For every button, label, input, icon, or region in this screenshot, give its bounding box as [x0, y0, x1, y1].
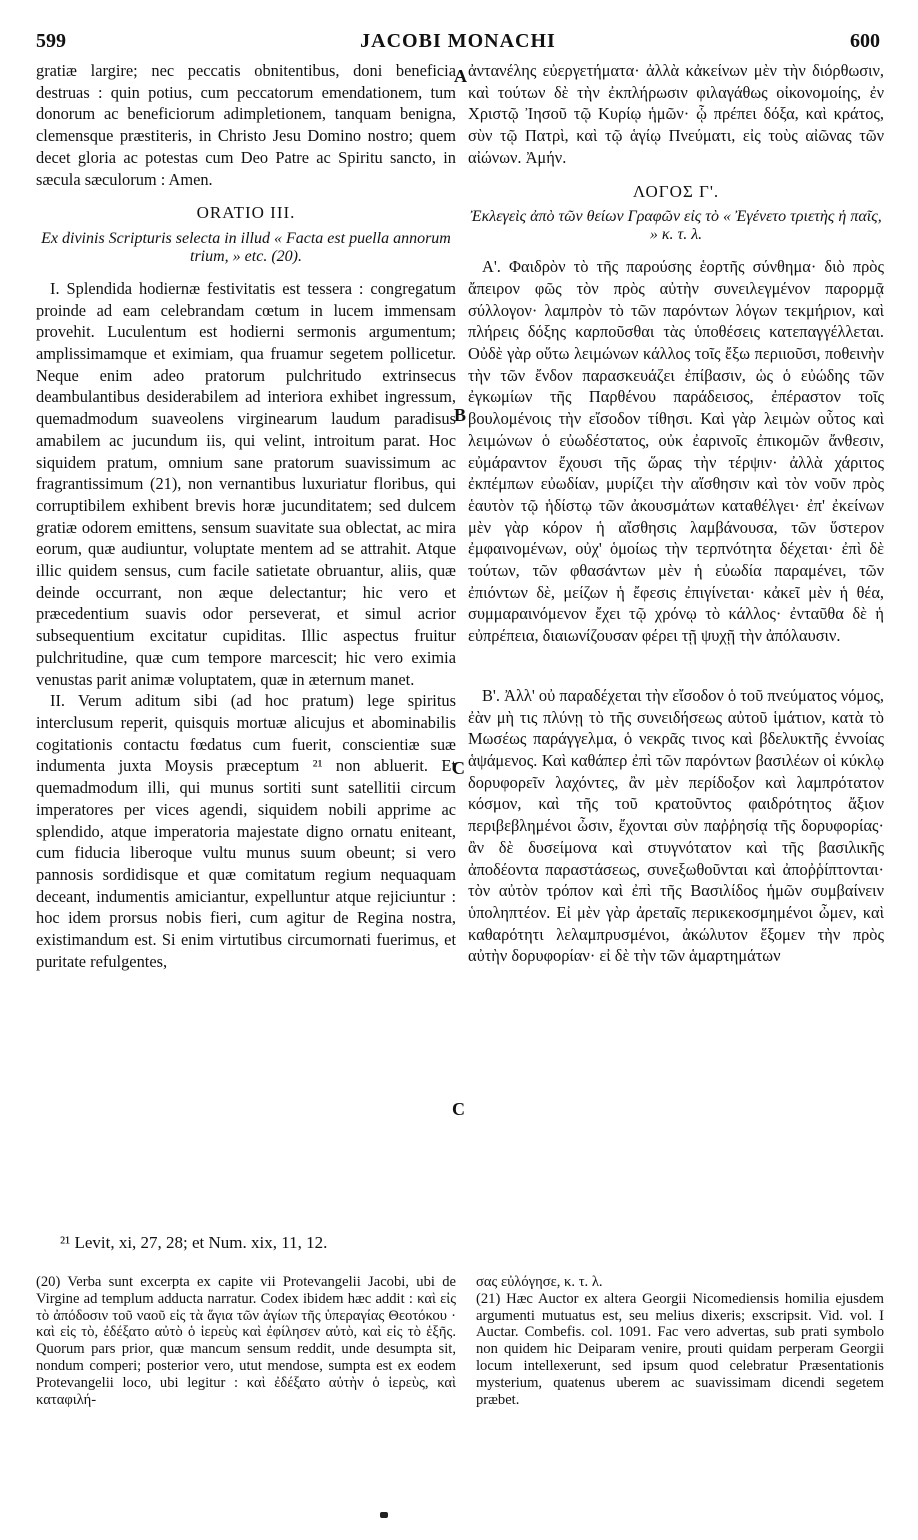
endnote-21: σας εὐλόγησε, κ. τ. λ. (21) Hæc Auctor ex altera Georgii Nicomediensis homilia ejusdem argumenti mutuatus est, seu melius dixeris; exscripsit. Vid. vol. I Auctar. Combefis. col. 1091. Fac vero advertas, sub prati symbolo non quidem hic Deiparam venire, prouti quidam perperam Georgii locum intellexerunt, sed ipsum quod celebratur Præsentationis mysterium, quatenus uberem ac suavissimam dicendi segetem præbet.	[476, 1274, 884, 1408]
endnote-20: (20) Verba sunt excerpta ex capite vii Protevangelii Jacobi, ubi de Virgine ad templum adducta narratur. Codex ibidem hæc addit : καὶ εἰς τὸ ἀπόδοσιν τοῦ ναοῦ εἰς τὰ ἅγια τῶν ἁγίων τῆς ὑπεραγίας Θεοτόκου · καὶ εἰς τὸ, ἐδέξατο αὐτὸ ὁ ἱερεὺς καὶ ἐφίλησεν αὐτὸ, καὶ εἰς τὸ ἑξῆς. Quorum pars prior, quæ mancum sensum reddit, unde desumpta sit, nondum comperi; posterior vero, utut mendose, sumpta est ex eodem Protevangelii loco, ubi legitur : καὶ ἐδέξατο αὐτὴν ὁ ἱερεὺς, καὶ καταφιλή-	[36, 1274, 456, 1408]
page-number-right: 600	[850, 30, 880, 52]
page-number-left: 599	[36, 30, 66, 52]
greek-paragraph-1: Α'. Φαιδρὸν τὸ τῆς παρούσης ἑορτῆς σύνθημα· διὸ πρὸς ἄπειρον φῶς τὸν πρὸς αὐτὴν συνειλεγμένον παρορμᾷ σύλλογον· λαμπρὸν τὸ τῶν παρόντων λόγων τεκμήριον, καὶ πλήρεις δόξης καρποῦσθαι τὰς ὑποθέσεις κατεπαγγέλλεται. Οὐδὲ γὰρ οὕτω λειμώνων κάλλος τοῖς ἔξω περιιοῦσι, ποθεινὴν τὴν τῶν ἔνδον παρασκευάζει ἐπίβασιν, ὡς ὁ εὐώδης τῶν ἐγκωμίων τῆς Παρθένου παράδεισος, ἐπέραστον τοῖς βουλομένοις τὴν εἴσοδον τίθησι. Καὶ γὰρ λειμὼν οὗτος καὶ λειμώνων ὁ εὐωδέστατος, οὐκ ἐαρινοῖς ἐπικομῶν ἄνθεσιν, εὐμάραντον ἔχουσι τῆς ὥρας τὴν τέρψιν· ἀλλὰ χάριτος ἐκπέμπων εὐωδίαν, μυρίζει τὴν αἴσθησιν καὶ τὸν νοῦν πρὸς ἑαυτὸν τῷ ἡδίστῳ τῶν ἀκουσμάτων καταθέλγει· ἐπ' ἐκείνων μὲν γὰρ κόρον ἡ αἴσθησις λαμβάνουσα, τῶν ὕστερον ἐμφαινομένων, οὐχ' ὁμοίως τὴν τερπνότητα δέχεται· ἐπὶ δὲ τούτων, τῶν φθασάντων μὲν ἡ εὐωδία παραμένει, τῶν ἐπιόντων δὲ, μείζων ἡ ἔφεσις ἐπιγίνεται· κἀκεῖ μὲν ἡ θέα, συμμαραινόμενον ἔχει τῷ χρόνῳ τὸ κάλλος· ἐνταῦθα δὲ ἡ εὐπρέπεια, διαιωνίζουσαν φέρει τῇ ψυχῇ τὴν ἀπόλαυσιν.	[468, 257, 884, 646]
greek-column	[468, 60, 884, 967]
running-header	[36, 30, 880, 56]
margin-letter-c-lower: C	[452, 1099, 465, 1119]
margin-letter-b: B	[454, 405, 467, 425]
latin-paragraph-1: I. Splendida hodiernæ festivitatis est tessera : congregatum proinde ad eam celebrandam cœtum in lucem immensam provehit. Luculentum est hodierni sermonis argumentum; amplissimamque et eximiam, qua fruamur segetem pollicetur. Neque enim adeo pratorum pulchritudo extrinsecus deambulantibus desiderabilem ad interiora exhibet ingressum, quemadmodum suaveolens virginearum laudum paradisus amabilem ac jucundum iis, qui velint, introitum parat. Hoc siquidem pratum, omnium sane pratorum suavissimum ac fragrantissimum (21), non vernantibus luxuriatur floribus, qui corruptibilem exhibent brevis horæ jucunditatem; sed dulcem gratiæ odorem emittens, sensum suavitate sua oblectat, ac mira eorum, quæ audiuntur, voluptate mentem ad se attrahit. Atque illic quidem sensus, cum facile satietate obruantur, aliis, quæ deinde occurrant, non æque delectantur; hic vero et præcedentium suavis odor perseverat, et simul acrior subsequentium excitatur cupiditas. Illic aspectus fruitur pulchritudine, quæ cum tempore marcescit; hic vero eximia venustas parit animæ voluptatem, quæ in æternum manet.	[36, 278, 456, 689]
greek-paragraph-2: Β'. Ἀλλ' οὐ παραδέχεται τὴν εἴσοδον ὁ τοῦ πνεύματος νόμος, ἐὰν μὴ τις πλύνῃ τὸ τῆς συνειδήσεως αὐτοῦ ἱμάτιον, κατὰ τὸ Μωσέως παράγγελμα, ὁ νεκρᾶς τινος καὶ βδελυκτῆς ἐννοίας ἁψάμενος. Καὶ καθάπερ ἐπὶ τῶν παρόντων βασιλέων οἱ κύκλῳ δορυφορεῖν λαχόντες, ἂν μὲν περίδοξον καὶ λαμπρότατον κόσμον, καὶ τῆς τοῦ κρατοῦντος φαιδρότητος ἄξιον περιβεβλημένοι ὦσιν, ἔχονται σὺν παῤῥησίᾳ τῆς δορυφορίας· ἂν δὲ δυσείμονα καὶ στυγνότατον καὶ τῆς βασιλικῆς ἀποδέοντα παραστάσεως, συνεξωθοῦνται καὶ ἀποῤῥίπτονται· τὸν αὐτὸν τρόπον καὶ ἐπὶ τῆς Βασιλίδος ἡμῶν συμβαίνειν ὑποληπτέον. Εἰ μὲν γὰρ ἀρεταῖς περικεκοσμημένοι ὦμεν, καὶ καθαρότητι λελαμπρυσμένοι, ἀκώλυτον ἕξομεν τὴν πρὸς αὐτὴν δορυφορίαν· εἰ δὲ τὴν τῶν ἁμαρτημάτων	[468, 685, 884, 966]
greek-oration-subtitle: Ἐκλεγεὶς ἀπὸ τῶν θείων Γραφῶν εἰς τὸ « Ἐγένετο τριετὴς ἡ παῖς, » κ. τ. λ.	[470, 208, 882, 244]
greek-intro: ἀντανέλης εὐεργετήματα· ἀλλὰ κἀκείνων μὲν τὴν διόρθωσιν, καὶ τούτων δὲ τὴν ἐκπλήρωσιν φιλαγάθως οἰκονομοίης, ἐν Χριστῷ Ἰησοῦ τῷ Κυρίῳ ἡμῶν· ᾧ πρέπει δόξα, καὶ κράτος, σὺν τῷ Πατρὶ, καὶ τῷ ἁγίῳ Πνεύματι, εἰς τοὺς αἰῶνας τῶν αἰώνων. Ἀμήν.	[468, 61, 884, 167]
scripture-footnote: ²¹ Levit, xi, 27, 28; et Num. xix, 11, 12.	[60, 1233, 328, 1252]
running-title: JACOBI MONACHI	[360, 30, 556, 52]
latin-column	[36, 60, 456, 972]
latin-oration-title: ORATIO III.	[196, 203, 296, 223]
latin-oration-subtitle: Ex divinis Scripturis selecta in illud « Facta est puella annorum trium, » etc. (20).	[41, 229, 451, 265]
latin-intro: gratiæ largire; nec peccatis obnitentibus, doni beneficia destruas : quin potius, cum peccatorum emendationem, tum donorum ac beneficiorum adimpletionem, tanquam benigna, clemensque præstiteris, in Christo Jesu Domino nostro; quem decet gloria ac potestas cum Deo Patre ac Spiritu sancto, in sæcula sæculorum : Amen.	[36, 61, 456, 189]
print-mark	[380, 1512, 388, 1518]
greek-oration-title: ΛΟΓΟΣ Γ'.	[632, 181, 720, 201]
margin-letter-c-upper: C	[452, 758, 465, 778]
margin-letter-a: A	[454, 66, 467, 86]
latin-paragraph-2: II. Verum aditum sibi (ad hoc pratum) lege spiritus interclusum reperit, quisquis mortuæ alicujus et abominabilis cogitationis contactu fœdatus cum fuerit, conscientiæ suæ indumenta juxta Moysis præceptum ²¹ non abluerit. Et quemadmodum illi, qui munus sortiti sunt satellitii circum imperatores per vices agendi, siquidem nobili apprime ac splendido, atque imperatoria majestate digno ornatu eniteant, cum fiducia liberoque vultu munus suum obeunt; si vero pannosis sordidisque et quæ comitatum regium nequaquam deceant, indumentis amiciantur, expelluntur atque rejiciuntur : hoc idem prorsus nobis fieri, cum agitur de Regina nostra, existimandum est. Si enim virtutibus circumornati fuerimus, et puritate refulgentes,	[36, 691, 456, 971]
